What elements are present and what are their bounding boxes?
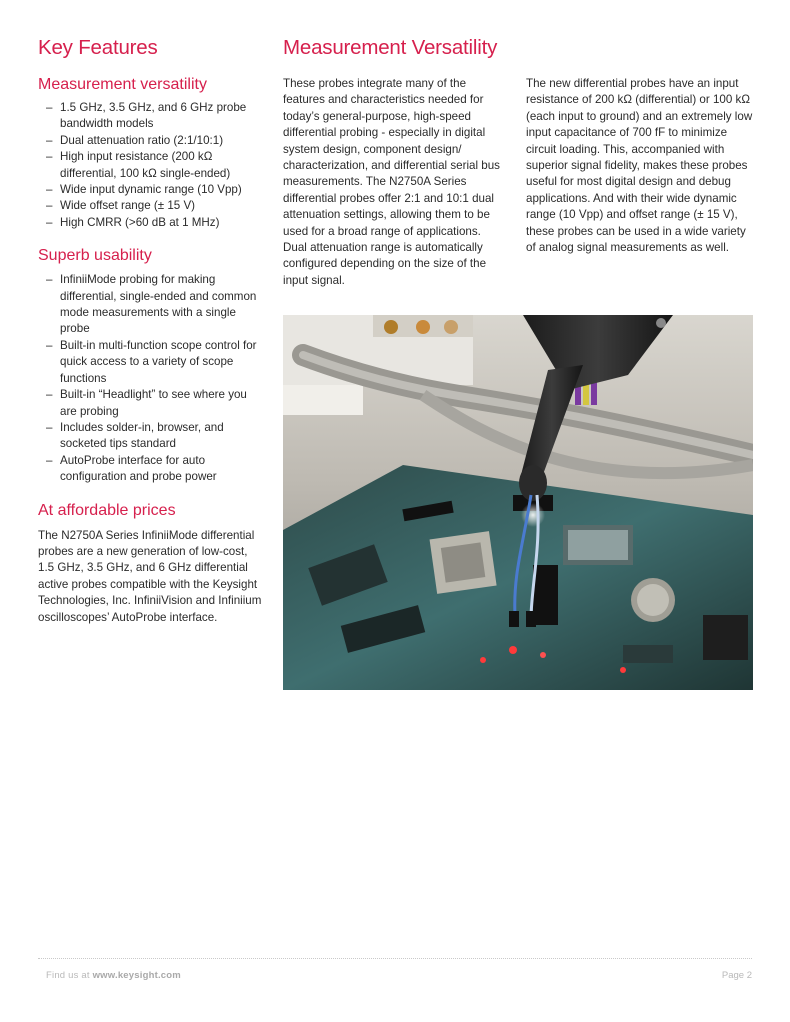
superb-usability-heading: Superb usability <box>38 247 152 265</box>
list-item: – Wide input dynamic range (10 Vpp) <box>46 183 242 197</box>
list-item: – Dual attenuation ratio (2:1/10:1) <box>46 133 224 147</box>
list-item: – High input resistance (200 kΩ differential, 100 kΩ single-ended) <box>46 150 231 180</box>
intro-paragraph: These probes integrate many of the features and characteristics needed for today’s general-purpose, high-speed differential probing - especially in digital system design, component design/ characterization, and differential serial bus measurements. The N2750A Series differential probes offer 2:1 and 10:1 dual attenuation settings, allowing them to be used for a broad range of applications. Dual attenuation range is automatically configured depending on the size of the input signal. <box>283 77 500 287</box>
list-item: – Includes solder-in, browser, and socketed tips standard <box>46 420 224 451</box>
measurement-versatility-title: Measurement Versatility <box>283 36 498 59</box>
measurement-versatility-heading: Measurement versatility <box>38 76 207 93</box>
affordable-prices-heading: At affordable prices <box>38 501 176 519</box>
key-features-title: Key Features <box>38 36 158 59</box>
list-item: – High CMRR (>60 dB at 1 MHz) <box>46 215 220 229</box>
list-item: – Built-in multi-function scope control for quick access to a variety of scope functions <box>46 338 257 385</box>
specs-paragraph: The new differential probes have an input resistance of 200 kΩ (differential) or 100 kΩ (each input to ground) and an extremely low input capacitance of 700 fF to minimize circuit loading. This, accompanied with superior signal fidelity, makes these probes useful for most digital design and debug applications. And with their wide dynamic range (10 Vpp) and offset range (± 15 V), these probes can be used in a wide variety of analog signal measurements as well. <box>526 77 753 255</box>
list-item: – InfiniiMode probing for making differential, single-ended and common mode measurements with a single probe <box>46 273 257 336</box>
list-item: – AutoProbe interface for auto configuration and probe power <box>46 453 217 484</box>
key-features-column <box>38 36 263 626</box>
list-item: – Built-in “Headlight” to see where you are probing <box>46 388 247 418</box>
page-number: Page 2 <box>721 970 752 981</box>
list-item: – Wide offset range (± 15 V) <box>46 199 196 213</box>
measurement-versatility-column <box>283 36 505 289</box>
probe-on-circuit-board-photo <box>283 315 753 690</box>
list-item: – 1.5 GHz, 3.5 GHz, and 6 GHz probe bandwidth models <box>46 101 247 131</box>
website-link[interactable]: www.keysight.com <box>92 970 181 981</box>
superb-usability-list <box>38 272 263 485</box>
measurement-versatility-list <box>38 100 263 231</box>
specs-column <box>526 76 754 256</box>
affordable-prices-paragraph: The N2750A Series InfiniiMode differential probes are a new generation of low-cost, 1.5 GHz, 3.5 GHz, and 6 GHz differential active probes compatible with the Keysight Technologies, Inc. InfiniiVision and Infiniium oscilloscopes’ AutoProbe interface. <box>38 528 262 624</box>
photo-illustration <box>283 315 753 690</box>
footer-website: Find us at www.keysight.com <box>46 970 181 981</box>
footer-divider <box>38 958 752 959</box>
